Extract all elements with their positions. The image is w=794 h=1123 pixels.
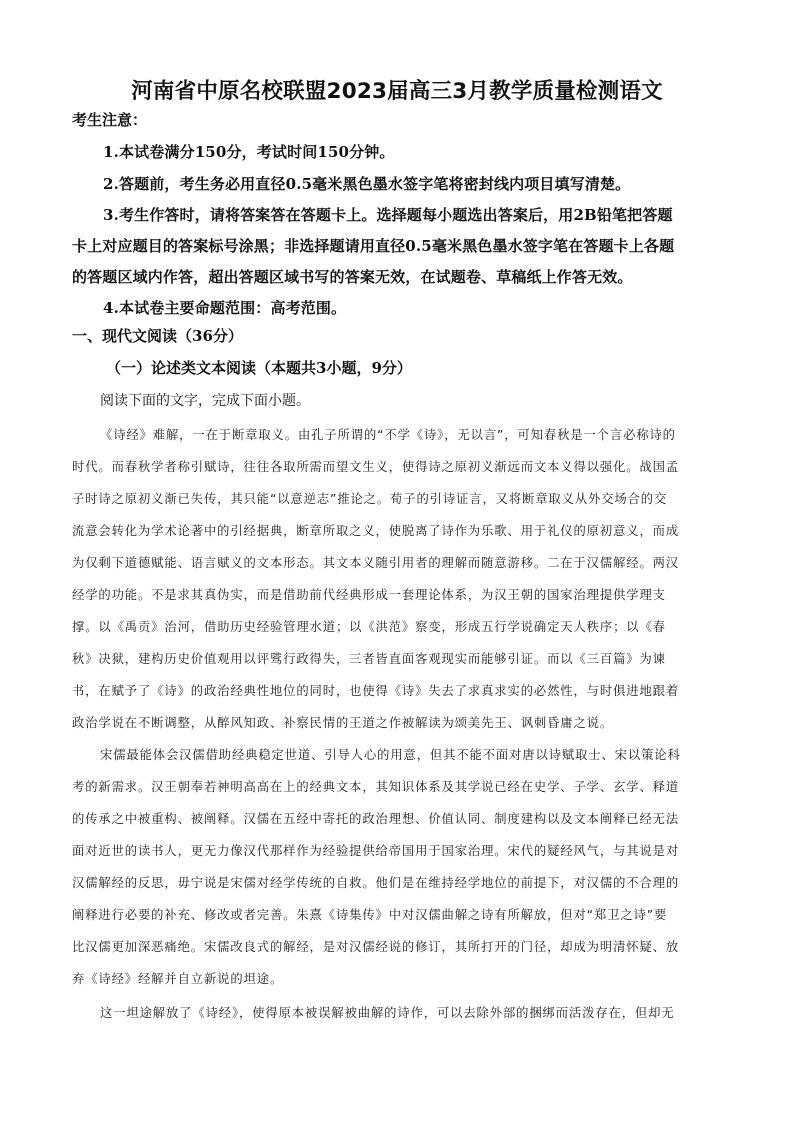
- section-heading: 一、现代文阅读（36分）: [72, 327, 243, 345]
- passage-line: 秋》决狱，建构历史价值观用以评骘行政得失，三者皆直面客观现实而能够引证。而以《三百篇》为谏: [72, 652, 666, 666]
- subsection-heading: （一）论述类文本阅读（本题共3小题，9分）: [106, 359, 412, 377]
- notice-line: 1.本试卷满分150分，考试时间150分钟。: [103, 143, 395, 161]
- passage-line: 阐释进行必要的补充、修改或者完善。朱熹《诗集传》中对汉儒曲解之诗有所解放，但对“郑卫之诗”要: [72, 908, 668, 922]
- passage-line: 流意会转化为学术论著中的引经据典，断章所取之义，使脱离了诗作为乐歌、用于礼仪的原初意义，而成: [72, 524, 680, 538]
- notice-line: 2.答题前，考生务必用直径0.5毫米黑色墨水签字笔将密封线内项目填写清楚。: [103, 175, 631, 193]
- passage-line: 政治学说在不断调整，从醉风知政、补察民情的王道之作被解读为颂美先王、讽刺昏庸之说。: [72, 716, 614, 730]
- passage-line: 汉儒解经的反思，毋宁说是宋儒对经学传统的自救。他们是在维持经学地位的前提下，对汉儒的不合理的: [72, 876, 680, 890]
- passage-line: 的传承之中被重构、被阐释。汉儒在五经中寄托的政治理想、价值认同、制度建构以及文本阐释已经无法: [72, 812, 680, 826]
- notice-line: 3.考生作答时，请将答案答在答题卡上。选择题每小题选出答案后，用2B铅笔把答题: [103, 206, 673, 224]
- passage-line: 弃《诗经》经解并自立新说的坦途。: [72, 972, 284, 986]
- passage-line: 面对近世的读书人，更无力像汉代那样作为经验提供给帝国用于国家治理。宋代的疑经风气，与其说是对: [72, 844, 680, 858]
- notice-heading: 考生注意：: [72, 111, 148, 129]
- passage-line: 子时诗之原初义渐已失传，其只能“以意逆志”推论之。荀子的引诗证言，又将断章取义从外交场合的交: [72, 492, 668, 506]
- notice-line: 4.本试卷主要命题范围：高考范围。: [103, 299, 347, 317]
- passage-line: 比汉儒更加深恶痛绝。宋儒改良式的解经，是对汉儒经说的修订，其所打开的门径，却成为明清怀疑、放: [72, 940, 680, 954]
- passage-line: 为仅剩下道德赋能、语言赋义的文本形态。其文本义随引用者的理解而随意游移。二在于汉儒解经。两汉: [72, 556, 680, 570]
- passage-line: 经学的功能。不是求其真伪实，而是借助前代经典形成一套理论体系，为汉王朝的国家治理提供学理支: [72, 588, 666, 602]
- passage-line: 时代。而春秋学者称引赋诗，往往各取所需而望文生义，使得诗之原初义渐远而文本义得以强化。战国孟: [72, 460, 680, 474]
- passage-line: 书，在赋予了《诗》的政治经典性地位的同时，也使得《诗》失去了求真求实的必然性，与时俱进地跟着: [72, 684, 680, 698]
- page-title: 河南省中原名校联盟2023届高三3月教学质量检测语文: [131, 79, 663, 104]
- passage-line: 这一坦途解放了《诗经》，使得原本被误解被曲解的诗作，可以去除外部的捆绑而活泼存在，但却无: [100, 1006, 675, 1020]
- notice-line: 的答题区域内作答，超出答题区域书写的答案无效，在试题卷、草稿纸上作答无效。: [72, 268, 633, 286]
- passage-line: 《诗经》难解，一在于断章取义。由孔子所谓的“不学《诗》，无以言”，可知春秋是一个言必称诗的: [100, 428, 676, 442]
- passage-line: 撑。以《禹贡》治河，借助历史经验管理水道；以《洪范》察变，形成五行学说确定天人秩序；以《春: [72, 620, 666, 634]
- passage-line: 宋儒最能体会汉儒借助经典稳定世道、引导人心的用意，但其不能不面对唐以诗赋取士、宋以策论科: [100, 748, 681, 762]
- passage-line: 考的新需求。汉王朝奉若神明高高在上的经典文本，其知识体系及其学说已经在史学、子学、玄学、释道: [72, 780, 680, 794]
- reading-instruction: 阅读下面的文字，完成下面小题。: [100, 393, 310, 409]
- notice-line: 卡上对应题目的答案标号涂黑；非选择题请用直径0.5毫米黑色墨水签字笔在答题卡上各题: [72, 237, 675, 255]
